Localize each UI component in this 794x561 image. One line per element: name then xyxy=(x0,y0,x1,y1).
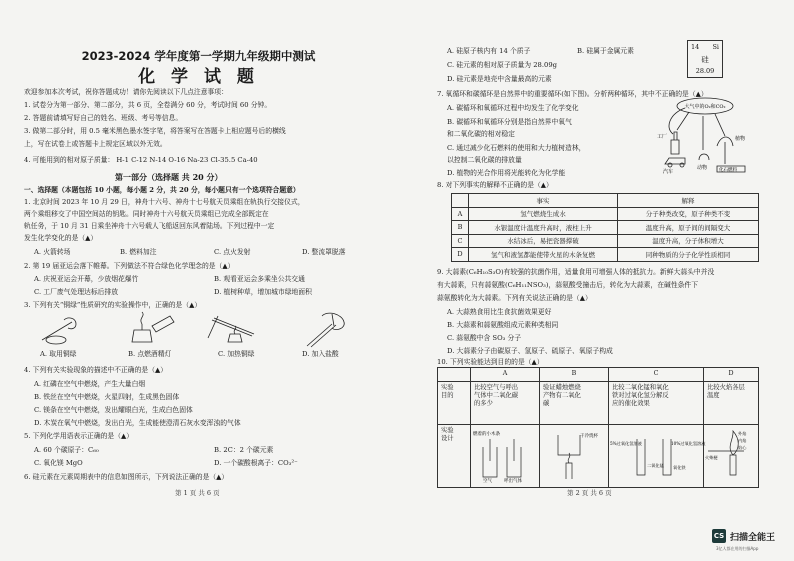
q10-col-a: A xyxy=(471,368,540,382)
q10-purpose-row xyxy=(438,382,759,425)
q8-row-reason: 分子种类改变，原子种类不变 xyxy=(618,207,759,221)
cycle-label-plant: 植物 xyxy=(735,136,746,142)
q8-header-reason: 解释 xyxy=(618,194,759,208)
q7-option-c-cont: 以控制二氧化碳的排放量 xyxy=(447,156,522,164)
q10-apparatus-d xyxy=(704,425,752,483)
notice-1: 1. 试卷分为第一部分、第二部分，共 6 页，全卷满分 60 分，考试时间 60 分钟。 xyxy=(24,101,272,109)
q9-option-d: D. 大蒜素分子由碳原子、氢原子、硫原子、氧原子构成 xyxy=(447,347,613,355)
camscanner-label: 扫描全能王 xyxy=(730,533,776,543)
camscanner-logo-icon: CS xyxy=(712,529,726,543)
q8-row-key: D xyxy=(452,248,469,262)
notice-3-cont: 上，写在试卷上或答题卡上规定区域以外无效。 xyxy=(24,140,167,148)
table-row xyxy=(452,248,759,262)
q9-line-3: 蒜氨酸转化为大蒜素。下列有关说法正确的是（▲） xyxy=(437,294,592,302)
part1-instruction: 一、选择题（本题包括 10 小题，每小题 2 分，共 20 分，每小题只有一个选项符合题意） xyxy=(24,186,300,194)
q10-purpose-c: 比较二氧化锰和氧化 铁对过氧化氢分解反 应的催化效果 xyxy=(609,382,704,425)
q10-design-row xyxy=(438,425,759,488)
q3-stem: 3. 下列有关“铜绿”性质研究的实验操作中，正确的是（▲） xyxy=(24,301,202,309)
q1-option-d: D. 整流罩脱落 xyxy=(302,248,346,256)
q9-line-2: 有大蒜素，只有蒜氨酸(C₆H₁₁NSO₃)，蒜氨酸受撞击后，转化为大蒜素，在碱性条件下 xyxy=(437,281,699,289)
q10-c-label-fe2o3: 氧化铁 xyxy=(673,465,686,470)
exam-page-2 xyxy=(397,0,794,561)
q1-line-2: 两个乘组移交了中国空间站的钥匙。同时神舟十六号航天员乘组已完成全部既定在 xyxy=(24,210,269,218)
q7-stem: 7. 氧循环和碳循环是自然界中的重要循环(如下图)。分析两种循环，其中不正确的是（▲） xyxy=(437,90,708,98)
q5-option-c: C. 氧化镁 MgO xyxy=(34,459,83,467)
q10-b-label-beaker: 干冷烧杯 xyxy=(580,434,598,439)
q9-option-b: B. 大蒜素和蒜氨酸组成元素种类相同 xyxy=(447,321,559,329)
q8-row-fact: 水结冰后，易把瓷器撑破 xyxy=(469,234,618,248)
q5-option-d: D. 一个碳酸根离子：CO₃²⁻ xyxy=(214,459,298,467)
q10-stem: 10. 下列实验能达到目的的是（▲） xyxy=(437,358,544,366)
q4-stem: 4. 下列有关实验现象的描述中不正确的是（▲） xyxy=(24,366,168,374)
camscanner-tagline: 3亿人都在用的扫描App xyxy=(716,546,759,551)
exam-title: 2023-2024 学年度第一学期九年级期中测试 xyxy=(81,49,316,63)
q10-d-label-inner: 内焰 xyxy=(738,438,747,443)
q10-d-label-outer: 外焰 xyxy=(738,431,747,436)
q4-option-a: A. 红磷在空气中燃烧，产生大量白烟 xyxy=(34,380,146,388)
q10-row-label-purpose: 实验 目的 xyxy=(438,382,471,425)
q2-option-c: C. 工厂废气处理达标后排放 xyxy=(34,288,119,296)
q10-d-label-core: 焰心 xyxy=(738,445,747,450)
q2-option-b: B. 观看亚运会多乘坐公共交通 xyxy=(214,275,305,283)
q10-apparatus-a xyxy=(471,425,533,483)
q8-header-fact: 事实 xyxy=(469,194,618,208)
q10-table xyxy=(437,367,759,488)
cycle-label-animal: 动物 xyxy=(697,165,708,171)
q2-option-a: A. 庆祝亚运会开幕，少放烟花爆竹 xyxy=(34,275,139,283)
cycle-label-factory: 工厂 xyxy=(657,134,668,140)
q3-option-b: B. 点燃酒精灯 xyxy=(128,350,172,358)
q10-c-label-10pct: 10%过氧化氢溶液 xyxy=(671,441,706,446)
q5-option-a: A. 60 个碳原子：C₆₀ xyxy=(34,446,99,454)
q5-stem: 5. 下列化学用语表示正确的是（▲） xyxy=(24,432,134,440)
cycle-label-fossil: 化石燃料 xyxy=(719,168,737,173)
q10-purpose-d: 比较火焰各层 温度 xyxy=(704,382,759,425)
q8-stem: 8. 对下列事实的解释不正确的是（▲） xyxy=(437,181,553,189)
q10-design-b xyxy=(540,425,609,488)
q10-a-label-air: 空气 xyxy=(483,479,492,484)
q8-row-fact: 氢气燃烧生成水 xyxy=(469,207,618,221)
table-row xyxy=(452,234,759,248)
q7-option-a: A. 碳循环和氧循环过程中均发生了化学变化 xyxy=(447,104,579,112)
cycle-label-car: 汽车 xyxy=(663,169,674,175)
q10-apparatus-b xyxy=(540,425,602,483)
q8-row-key: A xyxy=(452,207,469,221)
q8-row-reason: 温度升高，原子间的间隔变大 xyxy=(618,221,759,235)
q10-col-c: C xyxy=(609,368,704,382)
q1-option-b: B. 燃料加注 xyxy=(120,248,157,256)
element-symbol: Si xyxy=(712,43,719,51)
q9-line-1: 9. 大蒜素(C₆H₁₀S₃O)有较强的抗菌作用，适量食用可增强人体的抵抗力。新鲜大蒜头中并没 xyxy=(437,268,715,276)
notice-3: 3. 做第二部分时，用 0.5 毫米黑色墨水签字笔，将答案写在答题卡上相应题号后的横线 xyxy=(24,127,286,135)
page-footer-2: 第 2 页 共 6 页 xyxy=(567,489,612,497)
q10-c-label-5pct: 5%过氧化氢溶液 xyxy=(610,441,642,446)
q6-stem: 6. 硅元素在元素周期表中的信息如图所示，下列说法正确的是（▲） xyxy=(24,473,229,481)
q6-option-d: D. 硅元素是地壳中含量最高的元素 xyxy=(447,75,552,83)
element-name: 硅 xyxy=(701,55,709,64)
q8-header-row xyxy=(452,194,759,208)
q10-purpose-a: 比较空气与呼出 气体中二氧化碳 的多少 xyxy=(471,382,540,425)
q10-design-d xyxy=(704,425,759,488)
q1-line-4: 发生化学变化的是（▲） xyxy=(24,234,98,242)
q10-apparatus-c xyxy=(609,425,706,483)
q4-option-b: B. 铁丝在空气中燃烧，火星四射，生成黑色固体 xyxy=(34,393,180,401)
table-row xyxy=(452,207,759,221)
part1-heading: 第一部分（选择题 共 20 分） xyxy=(115,172,223,182)
q10-a-label-match: 燃着的小木条 xyxy=(473,432,500,437)
q3-option-a: A. 取用铜绿 xyxy=(40,350,77,358)
q7-option-b-cont: 和二氧化碳的相对稳定 xyxy=(447,130,515,138)
q3-apparatus-figures xyxy=(32,312,372,348)
q10-d-label-stick: 火柴梗 xyxy=(705,455,718,460)
q1-option-c: C. 点火发射 xyxy=(214,248,251,256)
q7-option-d: D. 植物的光合作用将光能转化为化学能 xyxy=(447,169,566,177)
q4-option-c: C. 镁条在空气中燃烧，发出耀眼白光，生成白色固体 xyxy=(34,406,193,414)
q8-row-reason: 同种物质的分子化学性质相同 xyxy=(618,248,759,262)
exam-subtitle: 化 学 试 题 xyxy=(138,67,259,87)
q10-c-label-mno2: 二氧化锰 xyxy=(647,463,664,468)
q10-purpose-b: 验证蜡烛燃烧 产物有二氧化 碳 xyxy=(540,382,609,425)
table-row xyxy=(452,221,759,235)
q9-option-a: A. 大蒜熟食用比生食抗菌效果更好 xyxy=(447,308,552,316)
q8-row-fact: 氢气和液氢都能使带火星的木条复燃 xyxy=(469,248,618,262)
cycle-label-atmosphere: 大气中的O₂和CO₂ xyxy=(684,104,726,110)
q7-option-c: C. 通过减少化石燃料的使用和大力植树造林， xyxy=(447,144,586,152)
q2-stem: 2. 第 19 届亚运会落下帷幕。下列做法不符合绿色化学理念的是（▲） xyxy=(24,262,235,270)
carbon-oxygen-cycle-figure xyxy=(655,94,755,174)
q8-row-key: C xyxy=(452,234,469,248)
q3-option-d: D. 加入盐酸 xyxy=(302,350,339,358)
q5-option-b: B. 2C：2 个碳元素 xyxy=(214,446,274,454)
page-footer-1: 第 1 页 共 6 页 xyxy=(175,489,220,497)
q8-header-key xyxy=(452,194,469,208)
notice-intro: 欢迎参加本次考试，祝你答题成功！请你先阅读以下几点注意事项： xyxy=(24,88,228,96)
q6-option-a: A. 硅原子核内有 14 个质子 xyxy=(447,47,531,55)
element-number: 14 xyxy=(691,43,700,51)
q10-header-row xyxy=(438,368,759,382)
silicon-element-card xyxy=(687,40,723,78)
q8-table xyxy=(451,193,759,262)
q2-option-d: D. 植树种草，增加城市绿地面积 xyxy=(214,288,312,296)
q10-a-label-breath: 呼出气体 xyxy=(504,479,522,484)
q4-option-d: D. 木炭在氧气中燃烧，发出白光，生成能使澄清石灰水变浑浊的气体 xyxy=(34,419,241,427)
q6-option-c: C. 硅元素的相对原子质量为 28.09g xyxy=(447,61,558,69)
q9-option-c: C. 蒜氨酸中含 SO₃ 分子 xyxy=(447,334,522,342)
q10-row-label-design: 实验 设计 xyxy=(438,425,471,488)
element-mass: 28.09 xyxy=(695,67,715,75)
q10-design-a xyxy=(471,425,540,488)
q8-row-fact: 水银温度计温度升高时，液柱上升 xyxy=(469,221,618,235)
notice-2: 2. 答题前请填写好自己的姓名、班级、考号等信息。 xyxy=(24,114,183,122)
q10-col-d: D xyxy=(704,368,759,382)
q10-col-b: B xyxy=(540,368,609,382)
q8-row-reason: 温度升高，分子体积增大 xyxy=(618,234,759,248)
notice-4: 4. 可能用到的相对原子质量： H-1 C-12 N-14 O-16 Na-23 Cl-35.5 Ca-40 xyxy=(24,156,258,164)
q10-design-c xyxy=(609,425,704,488)
q1-line-1: 1. 北京时间 2023 年 10 月 29 日，神舟十六号、神舟十七号航天员乘组在轨执行交接仪式， xyxy=(24,198,305,206)
q1-line-3: 轨任务，于 10 月 31 日乘坐神舟十六号载人飞船返回东风着陆场。下列过程中一定 xyxy=(24,222,275,230)
q3-option-c: C. 加热铜绿 xyxy=(218,350,255,358)
q10-corner-cell xyxy=(438,368,471,382)
q7-option-b: B. 碳循环和氧循环分别是指自然界中氧气 xyxy=(447,118,572,126)
q1-option-a: A. 火箭转场 xyxy=(34,248,71,256)
q6-option-b: B. 硅属于金属元素 xyxy=(577,47,634,55)
q8-row-key: B xyxy=(452,221,469,235)
